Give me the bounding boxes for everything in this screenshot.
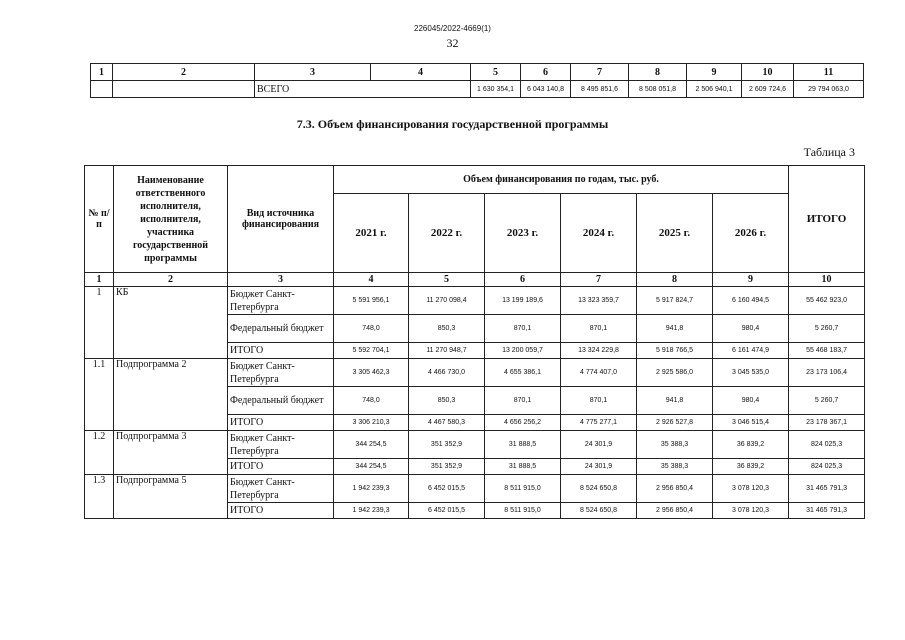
amount-cell: 3 078 120,3 [713, 503, 789, 519]
header-year: 2025 г. [637, 194, 713, 273]
amount-cell: 5 260,7 [789, 387, 865, 415]
funding-source: ИТОГО [228, 343, 334, 359]
table-row [85, 287, 865, 315]
total-value: 1 630 354,1 [471, 81, 521, 98]
column-number: 11 [794, 64, 864, 81]
column-numbers-row [91, 64, 864, 81]
header-name: Наименование ответственного исполнителя, исполнителя, участника государственной программы [114, 166, 228, 273]
amount-cell: 4 467 580,3 [409, 415, 485, 431]
amount-cell: 980,4 [713, 315, 789, 343]
amount-cell: 11 270 098,4 [409, 287, 485, 315]
amount-cell: 3 306 210,3 [334, 415, 409, 431]
column-number: 5 [409, 273, 485, 287]
amount-cell: 13 323 359,7 [561, 287, 637, 315]
header-num: № п/п [85, 166, 114, 273]
amount-cell: 4 466 730,0 [409, 359, 485, 387]
amount-cell: 870,1 [561, 387, 637, 415]
column-number: 1 [85, 273, 114, 287]
row-index: 1.1 [85, 359, 114, 431]
header-year: 2022 г. [409, 194, 485, 273]
amount-cell: 6 161 474,9 [713, 343, 789, 359]
column-number: 3 [255, 64, 371, 81]
amount-cell: 8 524 650,8 [561, 475, 637, 503]
amount-cell: 5 260,7 [789, 315, 865, 343]
amount-cell: 24 301,9 [561, 431, 637, 459]
header-total: ИТОГО [789, 166, 865, 273]
column-number: 2 [114, 273, 228, 287]
column-number: 3 [228, 273, 334, 287]
column-number: 7 [571, 64, 629, 81]
amount-cell: 13 200 059,7 [485, 343, 561, 359]
funding-source: Бюджет Санкт-Петербурга [228, 431, 334, 459]
amount-cell: 941,8 [637, 315, 713, 343]
section-title: 7.3. Объем финансирования государственной программы [296, 117, 609, 131]
amount-cell: 8 511 915,0 [485, 503, 561, 519]
amount-cell: 36 839,2 [713, 431, 789, 459]
amount-cell: 2 925 586,0 [637, 359, 713, 387]
amount-cell: 31 465 791,3 [789, 475, 865, 503]
amount-cell: 870,1 [485, 315, 561, 343]
amount-cell: 6 452 015,5 [409, 475, 485, 503]
amount-cell: 3 045 535,0 [713, 359, 789, 387]
total-value: 6 043 140,8 [521, 81, 571, 98]
amount-cell: 31 888,5 [485, 459, 561, 475]
header-row-1 [85, 166, 865, 194]
total-value: 8 508 051,8 [629, 81, 687, 98]
table-row [85, 359, 865, 387]
amount-cell: 941,8 [637, 387, 713, 415]
amount-cell: 8 511 915,0 [485, 475, 561, 503]
header-year: 2023 г. [485, 194, 561, 273]
amount-cell: 8 524 650,8 [561, 503, 637, 519]
column-number: 8 [637, 273, 713, 287]
amount-cell: 23 178 367,1 [789, 415, 865, 431]
header-year: 2026 г. [713, 194, 789, 273]
total-value: 29 794 063,0 [794, 81, 864, 98]
header-year: 2024 г. [561, 194, 637, 273]
amount-cell: 3 305 462,3 [334, 359, 409, 387]
column-number: 4 [371, 64, 471, 81]
total-value: 8 495 851,6 [571, 81, 629, 98]
total-label: ВСЕГО [255, 81, 471, 98]
amount-cell: 870,1 [561, 315, 637, 343]
amount-cell: 6 452 015,5 [409, 503, 485, 519]
header-years-group: Объем финансирования по годам, тыс. руб. [334, 166, 789, 194]
funding-source: Бюджет Санкт-Петербурга [228, 287, 334, 315]
amount-cell: 4 774 407,0 [561, 359, 637, 387]
continuation-table [90, 63, 864, 98]
table-label: Таблица 3 [803, 145, 855, 159]
column-numbers-row [85, 273, 865, 287]
amount-cell: 4 656 256,2 [485, 415, 561, 431]
table-row [85, 475, 865, 503]
column-number: 10 [742, 64, 794, 81]
page-number: 32 [446, 36, 459, 50]
row-index: 1.2 [85, 431, 114, 475]
funding-source: Бюджет Санкт-Петербурга [228, 475, 334, 503]
total-value: 2 506 940,1 [687, 81, 742, 98]
row-index: 1 [85, 287, 114, 359]
amount-cell: 2 956 850,4 [637, 475, 713, 503]
column-number: 9 [713, 273, 789, 287]
amount-cell: 5 591 956,1 [334, 287, 409, 315]
total-row [91, 81, 864, 98]
amount-cell: 35 388,3 [637, 431, 713, 459]
amount-cell: 2 926 527,8 [637, 415, 713, 431]
amount-cell: 11 270 948,7 [409, 343, 485, 359]
header-source: Вид источника финансирования [228, 166, 334, 273]
amount-cell: 748,0 [334, 315, 409, 343]
column-number: 6 [485, 273, 561, 287]
amount-cell: 55 468 183,7 [789, 343, 865, 359]
amount-cell: 1 942 239,3 [334, 475, 409, 503]
financing-table [84, 165, 865, 519]
amount-cell: 5 917 824,7 [637, 287, 713, 315]
column-number: 7 [561, 273, 637, 287]
amount-cell: 6 160 494,5 [713, 287, 789, 315]
amount-cell: 748,0 [334, 387, 409, 415]
funding-source: ИТОГО [228, 503, 334, 519]
amount-cell: 4 655 386,1 [485, 359, 561, 387]
table-row [85, 431, 865, 459]
amount-cell: 344 254,5 [334, 431, 409, 459]
row-index: 1.3 [85, 475, 114, 519]
amount-cell: 850,3 [409, 387, 485, 415]
total-value: 2 609 724,6 [742, 81, 794, 98]
amount-cell: 850,3 [409, 315, 485, 343]
amount-cell: 36 839,2 [713, 459, 789, 475]
column-number: 2 [113, 64, 255, 81]
amount-cell: 55 462 923,0 [789, 287, 865, 315]
amount-cell: 344 254,5 [334, 459, 409, 475]
program-name: Подпрограмма 5 [114, 475, 228, 519]
program-name: Подпрограмма 2 [114, 359, 228, 431]
amount-cell: 824 025,3 [789, 459, 865, 475]
amount-cell: 24 301,9 [561, 459, 637, 475]
amount-cell: 351 352,9 [409, 431, 485, 459]
amount-cell: 4 775 277,1 [561, 415, 637, 431]
amount-cell: 980,4 [713, 387, 789, 415]
amount-cell: 35 388,3 [637, 459, 713, 475]
amount-cell: 3 078 120,3 [713, 475, 789, 503]
amount-cell: 824 025,3 [789, 431, 865, 459]
amount-cell: 13 324 229,8 [561, 343, 637, 359]
column-number: 5 [471, 64, 521, 81]
column-number: 10 [789, 273, 865, 287]
funding-source: ИТОГО [228, 415, 334, 431]
funding-source: Бюджет Санкт-Петербурга [228, 359, 334, 387]
program-name: КБ [114, 287, 228, 359]
column-number: 4 [334, 273, 409, 287]
column-number: 6 [521, 64, 571, 81]
funding-source: Федеральный бюджет [228, 315, 334, 343]
amount-cell: 31 888,5 [485, 431, 561, 459]
header-year: 2021 г. [334, 194, 409, 273]
amount-cell: 2 956 850,4 [637, 503, 713, 519]
amount-cell: 1 942 239,3 [334, 503, 409, 519]
amount-cell: 13 199 189,6 [485, 287, 561, 315]
amount-cell: 31 465 791,3 [789, 503, 865, 519]
funding-source: Федеральный бюджет [228, 387, 334, 415]
column-number: 9 [687, 64, 742, 81]
document-number: 226045/2022-4669(1) [414, 24, 491, 33]
amount-cell: 351 352,9 [409, 459, 485, 475]
amount-cell: 3 046 515,4 [713, 415, 789, 431]
column-number: 8 [629, 64, 687, 81]
funding-source: ИТОГО [228, 459, 334, 475]
program-name: Подпрограмма 3 [114, 431, 228, 475]
amount-cell: 23 173 106,4 [789, 359, 865, 387]
amount-cell: 870,1 [485, 387, 561, 415]
amount-cell: 5 918 766,5 [637, 343, 713, 359]
amount-cell: 5 592 704,1 [334, 343, 409, 359]
column-number: 1 [91, 64, 113, 81]
